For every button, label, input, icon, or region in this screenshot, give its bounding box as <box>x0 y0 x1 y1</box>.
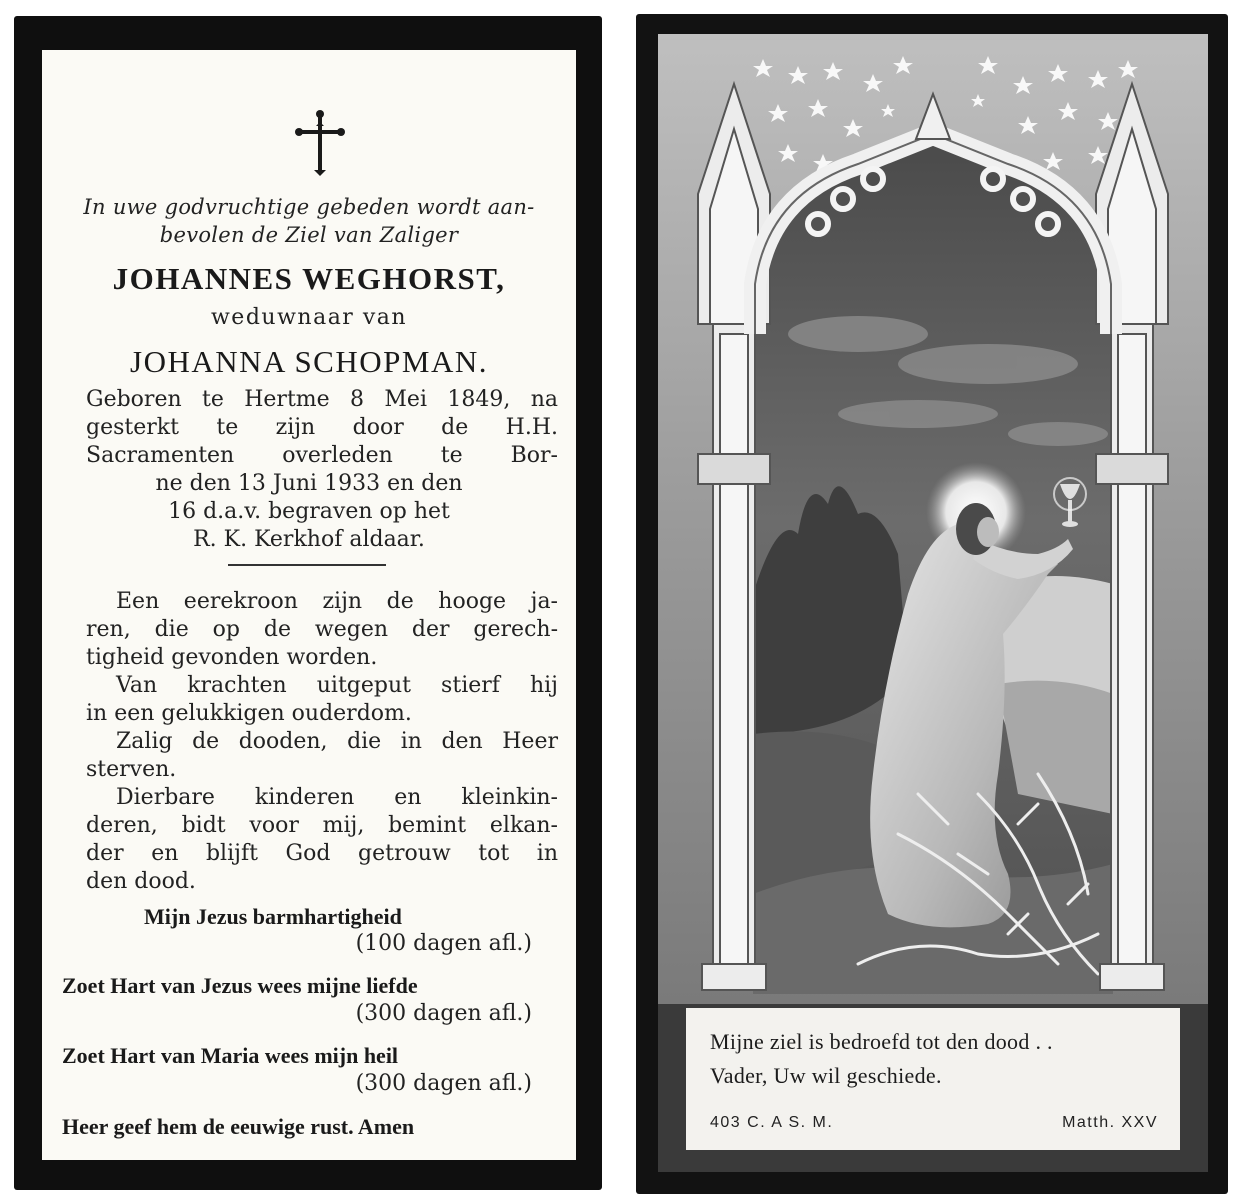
verse-line: den dood. <box>86 869 196 894</box>
indulgence-note: (100 dagen afl.) <box>355 931 532 956</box>
verse-line: tigheid gevonden worden. <box>86 645 378 670</box>
print-number: 403 C. A S. M. <box>710 1114 834 1131</box>
gethsemane-prayer-illustration <box>658 34 1208 1004</box>
verse-line: Een eerekroon zijn de hooge ja- <box>116 589 558 614</box>
life-detail-line: R. K. Kerkhof aldaar. <box>193 527 425 552</box>
life-detail-line: gesterkt te zijn door de H.H. <box>86 415 558 440</box>
relation-text: weduwnaar van <box>210 305 408 330</box>
scripture-reference: Matth. XXV <box>1062 1114 1158 1131</box>
prayer-line: Zoet Hart van Jezus wees mijne liefde <box>62 973 418 998</box>
life-detail-line: 16 d.a.v. begraven op het <box>168 499 450 524</box>
life-detail-line: ne den 13 Juni 1933 en den <box>155 471 463 496</box>
indulgence-note: (300 dagen afl.) <box>355 1071 532 1096</box>
spouse-name: JOHANNA SCHOPMAN. <box>130 344 488 379</box>
life-detail-line: Geboren te Hertme 8 Mei 1849, na <box>86 387 558 412</box>
indulgence-note: (300 dagen afl.) <box>355 1001 532 1026</box>
verse-line: Dierbare kinderen en kleinkin- <box>116 785 558 810</box>
divider-rule <box>228 564 386 566</box>
right-card-panel <box>658 34 1208 1172</box>
verse-line: der en blijft God getrouw tot in <box>86 841 558 866</box>
caption-line: Mijne ziel is bedroefd tot den dood . . <box>710 1029 1053 1054</box>
deceased-name: JOHANNES WEGHORST, <box>112 261 506 296</box>
life-detail-line: Sacramenten overleden te Bor- <box>86 443 558 468</box>
verse-line: in een gelukkigen ouderdom. <box>86 701 412 726</box>
prayer-line: Mijn Jezus barmhartigheid <box>144 904 402 929</box>
verse-line: Van krachten uitgeput stierf hij <box>116 673 558 698</box>
verse-line: Zalig de dooden, die in den Heer <box>116 729 558 754</box>
right-memorial-card <box>636 14 1228 1194</box>
intro-line: bevolen de Ziel van Zaliger <box>159 223 459 247</box>
cross-icon <box>295 108 345 178</box>
verse-line: sterven. <box>86 757 177 782</box>
verse-line: ren, die op de wegen der gerech- <box>86 617 558 642</box>
caption-panel <box>686 1008 1180 1150</box>
left-memorial-card <box>14 16 602 1190</box>
verse-line: deren, bidt voor mij, bemint elkan- <box>86 813 558 838</box>
prayer-line: Zoet Hart van Maria wees mijn heil <box>62 1043 399 1068</box>
caption-line: Vader, Uw wil geschiede. <box>710 1063 942 1088</box>
intro-line: In uwe godvruchtige gebeden wordt aan- <box>83 195 535 219</box>
left-card-text-panel <box>42 50 576 1160</box>
closing-prayer: Heer geef hem de eeuwige rust. Amen <box>62 1114 415 1139</box>
